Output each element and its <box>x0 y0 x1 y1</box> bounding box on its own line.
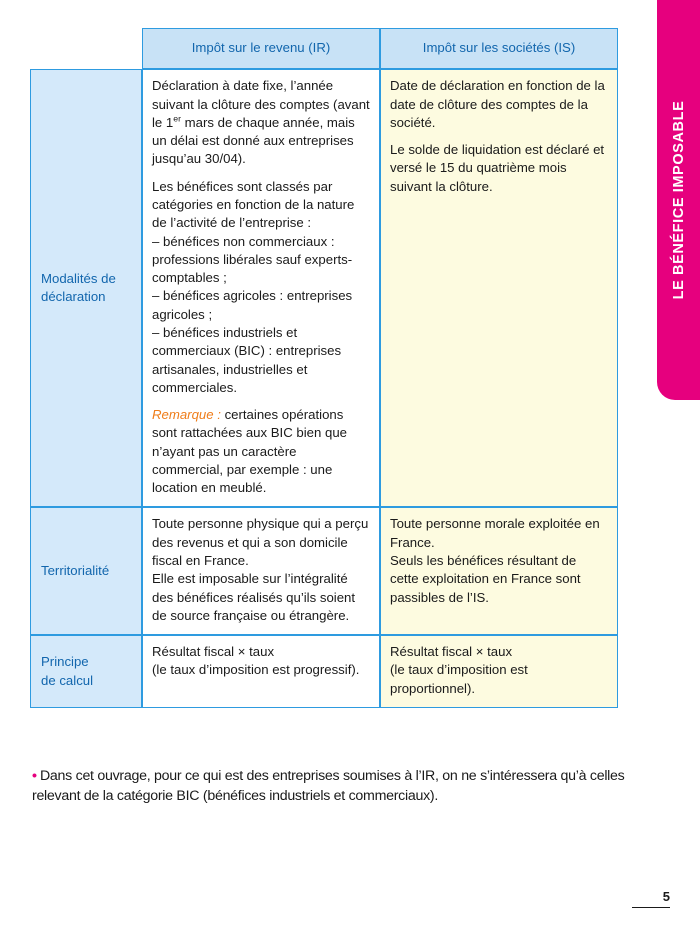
row-label-line-1: Modalités de <box>41 271 116 287</box>
cell-paragraph: Les bénéfices sont classés par catégories en fonction de la nature de l’activité de l’entreprise : – bénéfices non commerciaux : professions libérales sauf experts-comptables ; – bénéfices agricoles : entreprises agricoles ; – bénéfices industriels et commerciaux (BIC) : entreprises artisanales, industrielles et commerciales. <box>152 178 355 395</box>
table-header-row <box>30 28 618 69</box>
cell-paragraph: Le solde de liquidation est déclaré et versé le 15 du quatrième mois suivant la clôture. <box>390 142 605 194</box>
remark-label: Remarque : <box>152 407 221 423</box>
ir-is-comparison-table <box>30 28 618 708</box>
remark-text: certaines opérations sont rattachées aux BIC bien que n’ayant pas un caractère commercial, par exemple : une location en meublé. <box>152 407 348 496</box>
cell-territorialite-ir <box>142 507 380 635</box>
cell-paragraph: Date de déclaration en fonction de la date de clôture des comptes de la société. <box>390 78 605 130</box>
cell-principe-ir <box>142 635 380 708</box>
table-row <box>30 635 618 708</box>
cell-paragraph-remark <box>152 406 370 497</box>
row-label-modalites-de-declaration <box>30 69 142 507</box>
cell-paragraph: Toute personne morale exploitée en France. Seuls les bénéfices résultant de cette exploitation en France sont passibles de l’IS. <box>390 516 600 605</box>
chapter-side-tab-label: LE BÉNÉFICE IMPOSABLE <box>670 100 687 300</box>
cell-modalites-ir <box>142 69 380 507</box>
column-header-is: Impôt sur les sociétés (IS) <box>380 28 618 69</box>
cell-principe-is <box>380 635 618 708</box>
row-label-line-2: de calcul <box>41 672 94 688</box>
page-number: 5 <box>662 888 670 904</box>
table-corner-cell <box>30 28 142 69</box>
cell-paragraph: Résultat fiscal × taux (le taux d’imposition est proportionnel). <box>390 644 528 696</box>
note-bullet-paragraph <box>32 766 632 806</box>
bullet-marker-icon: • <box>32 768 37 784</box>
table-row <box>30 69 618 507</box>
cell-modalites-is <box>380 69 618 507</box>
page-footer <box>632 889 670 909</box>
row-label-line-2: déclaration <box>41 289 106 305</box>
cell-text-part-b: mars de chaque année, mais un délai est donné aux entreprises jusqu’au 30/04). <box>152 114 355 167</box>
row-label-territorialite: Territorialité <box>30 507 142 635</box>
ordinal-superscript: er <box>173 113 182 124</box>
comparison-table-container <box>30 28 618 708</box>
chapter-side-tab <box>657 0 700 400</box>
column-header-ir: Impôt sur le revenu (IR) <box>142 28 380 69</box>
cell-paragraph: Toute personne physique qui a perçu des revenus et qui a son domicile fiscal en France. Elle est imposable sur l’intégralité des bénéfices réalisés qu’ils soient de source française ou étrangère. <box>152 516 369 623</box>
cell-paragraph <box>152 77 370 168</box>
note-text: Dans cet ouvrage, pour ce qui est des entreprises soumises à l’IR, on ne s’intéressera qu’à celles relevant de la catégorie BIC (bénéfices industriels et commerciaux). <box>32 768 625 805</box>
footer-rule <box>632 907 670 909</box>
row-label-principe-de-calcul <box>30 635 142 708</box>
cell-text-part-a: Déclaration à date fixe, l’année suivant la clôture des comptes (avant le 1 <box>152 78 370 130</box>
cell-territorialite-is <box>380 507 618 635</box>
cell-paragraph: Résultat fiscal × taux (le taux d’imposition est progressif). <box>152 644 360 678</box>
row-label-line-1: Principe <box>41 654 89 670</box>
table-row <box>30 507 618 635</box>
